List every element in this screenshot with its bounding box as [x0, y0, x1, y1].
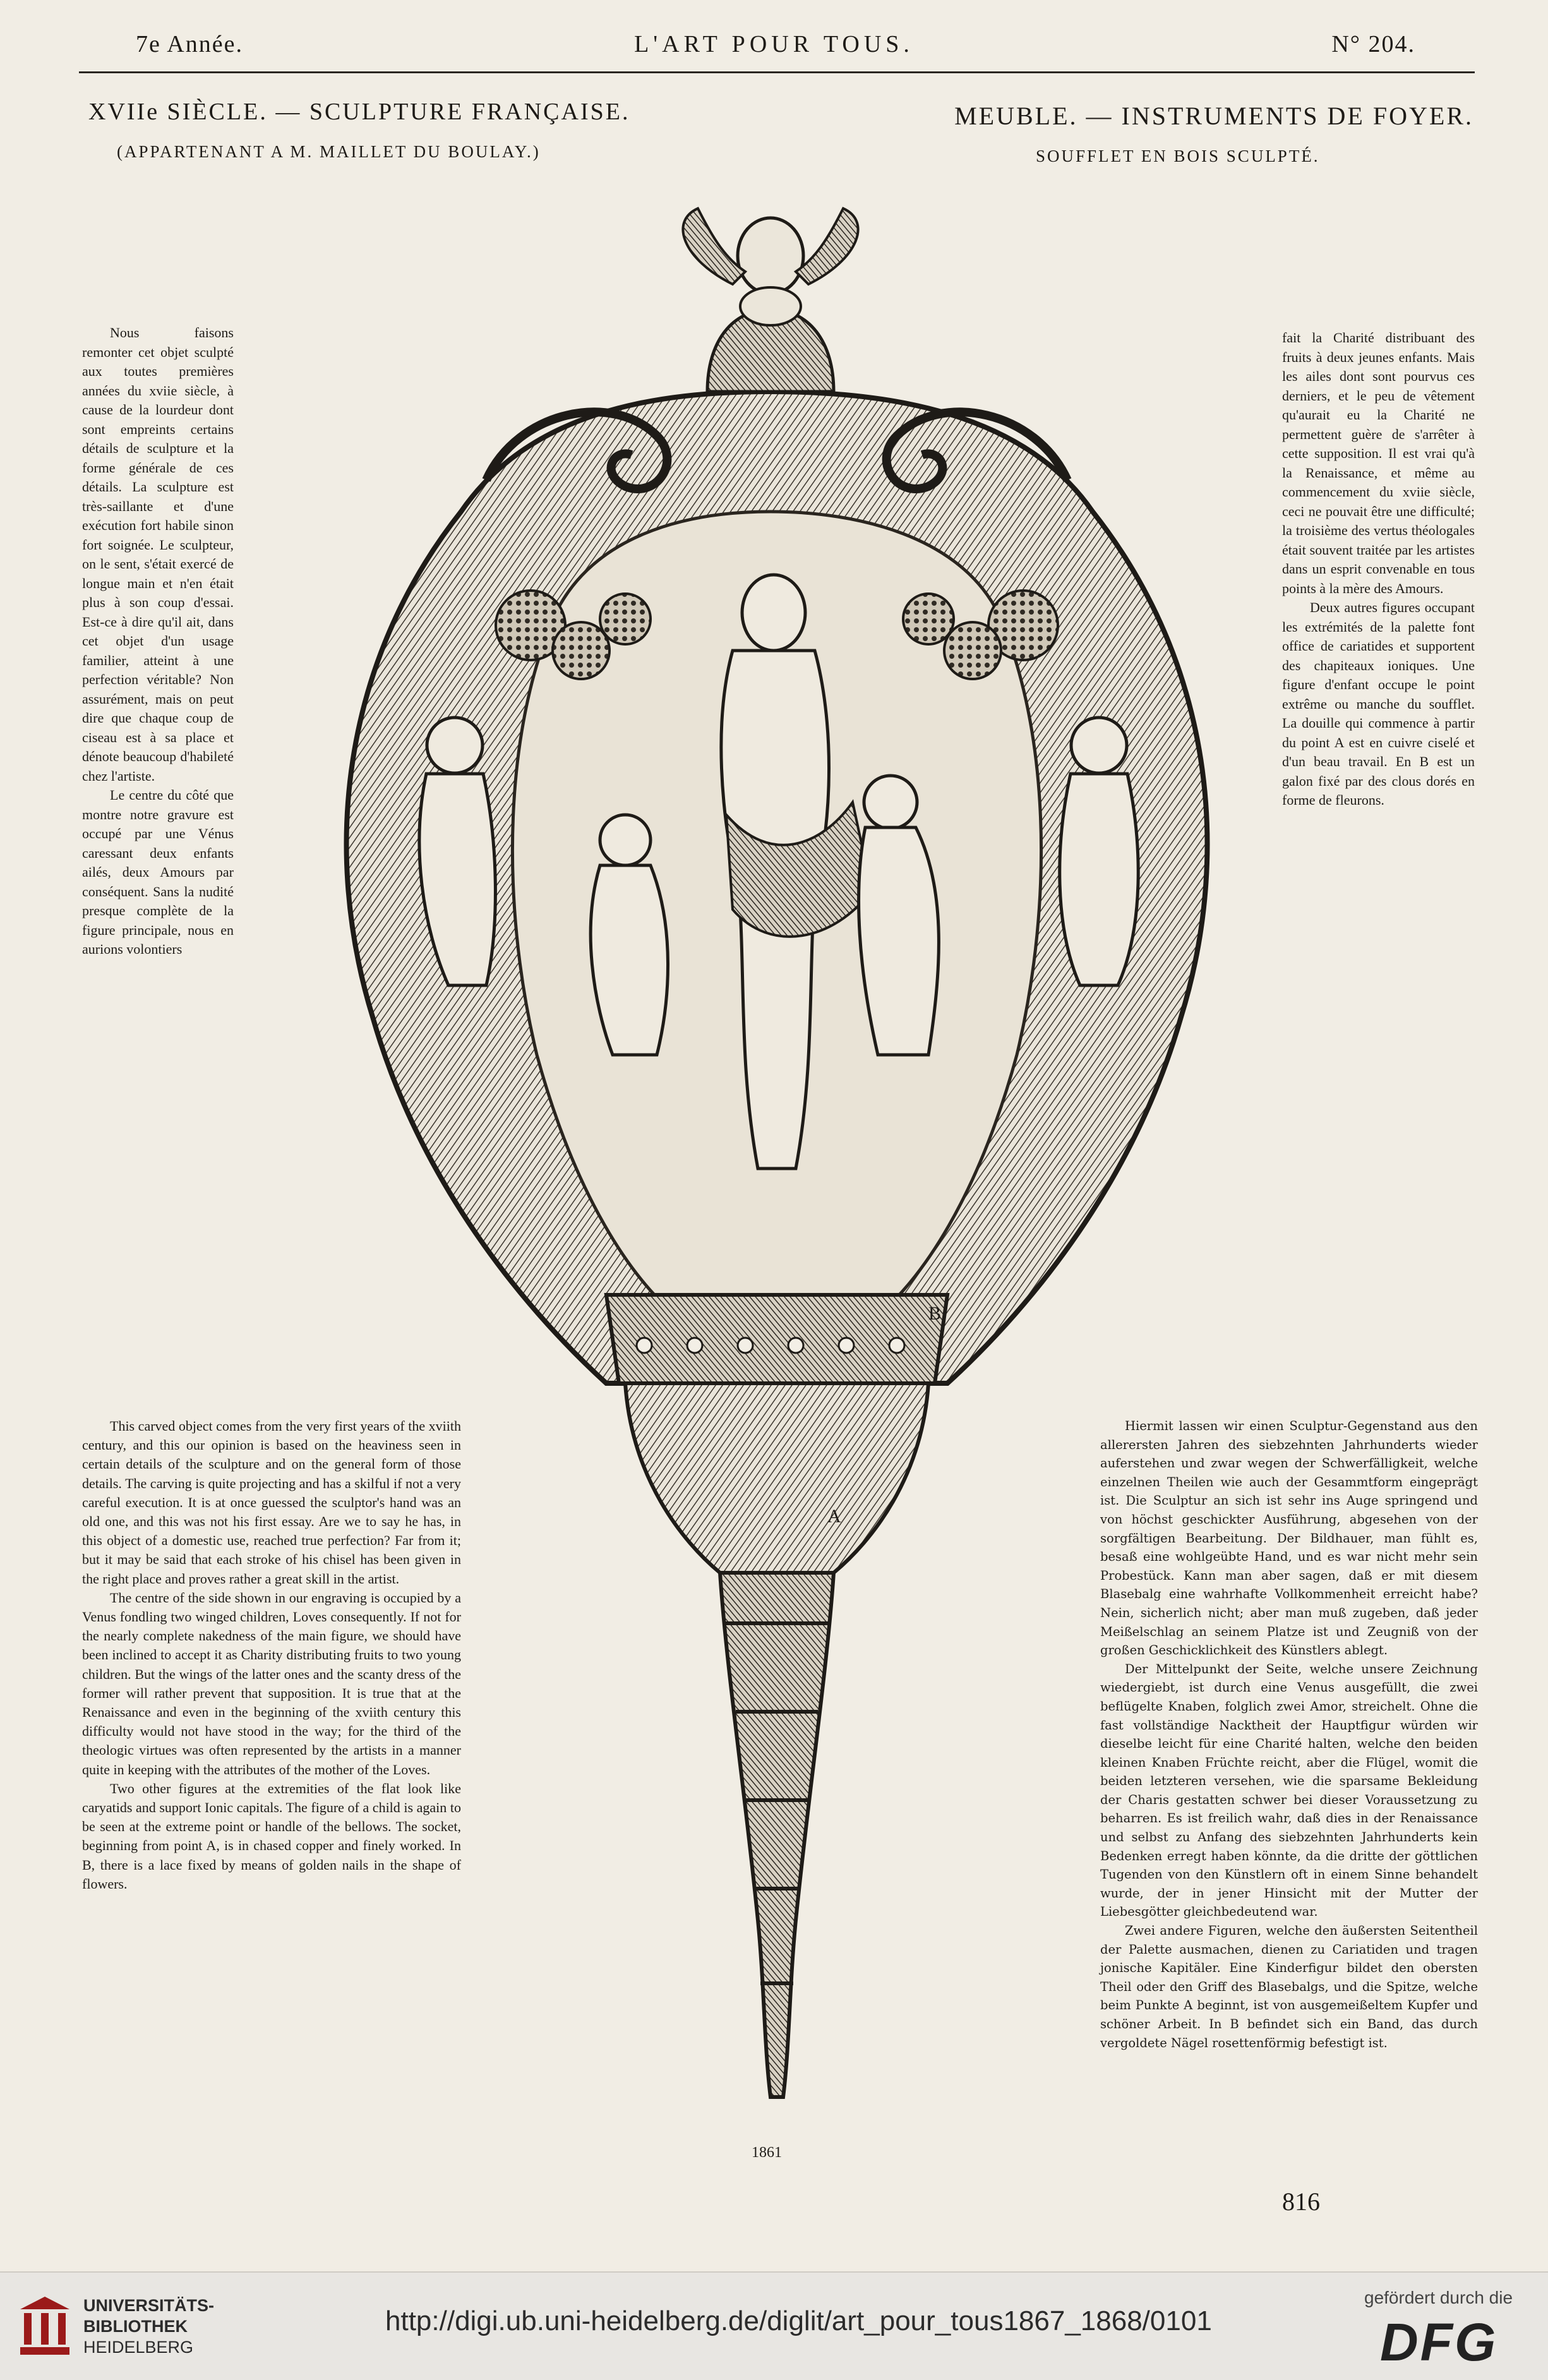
library-name-line: UNIVERSITÄTS- — [83, 2296, 215, 2315]
english-paragraph: The centre of the side shown in our engraving is occupied by a Venus fondling two winged children, Loves consequently. If not for the nearly complete nakedness of the main figure, we should have been inclined to accept it as Charity distributing fruits to two young children. But the wings of the latter ones and the scanty dress of the former will rather prevent that supposition. It is true that at the Renaissance and even in the beginning of the xviith century this difficulty would not have stood in the way; for the third of the theologic virtues was often represented by the artists in a manner quite in keeping with the attributes of the mother of the Loves. — [82, 1589, 461, 1777]
library-footer — [0, 2271, 1548, 2380]
cherub-finial — [683, 208, 858, 392]
library-name-line: BIBLIOTHEK — [83, 2317, 188, 2336]
sponsor-text: gefördert durch die — [1364, 2288, 1513, 2307]
library-name-line: HEIDELBERG — [83, 2338, 194, 2357]
french-right-paragraph: fait la Charité distribuant des fruits à deux jeunes enfants. Mais les ailes dont sont pourvus ces derniers, et le peu de vêtement qu'aurait eu la Charité ne permettent guère de s'arrêter à cette supposition. Il est vrai qu'à la Renaissance, et même au commencement du xviie siècle, ceci ne pouvait être une difficulté; la troisième des vertus théologales était souvent traitée par les artistes dans un esprit convenable en tous points à la mère des Amours. — [1282, 330, 1475, 596]
header-issue-number: N° 204. — [1331, 31, 1415, 57]
french-left-paragraph: Le centre du côté que montre notre gravure est occupé par une Vénus caressant deux enfants ailés, deux Amours par conséquent. Sans la nudité presque complète de la figure principale, nous en aurions volontiers — [82, 787, 234, 957]
french-right-paragraph: Deux autres figures occupant les extrémités de la palette font office de cariatides et supportent des chapiteaux ioniques. Une figure d'enfant occupe le point extrême ou manche du soufflet. La douille qui commence à partir du point A est en cuivre ciselé et d'un beau travail. En B est un galon fixé par des clous dorés en forme de fleurons. — [1282, 599, 1475, 808]
label-point-a: A — [827, 1506, 841, 1527]
french-text-left — [82, 323, 234, 959]
library-name — [83, 2295, 214, 2358]
dfg-logo: DFG — [1380, 2312, 1498, 2372]
german-paragraph: Hiermit lassen wir einen Sculptur-Gegenstand aus den allerersten Jahren des siebzehnten Jahrhunderts wieder auferstehen und zwar wegen der Schwerfälligkeit, welche einzelnen Theilen wie auch der Gesammtform eingeprägt ist. Die Sculptur an sich ist sehr ins Auge springend und von höchst geschickter Ausführung, abgesehen von der sorgfältigen Bearbeitung. Der Bildhauer, man fühlt es, besaß eine wohlgeübte Hand, und es war nicht mehr sein Probestück. Kann man aber sagen, daß er mit diesem Blasebalg eine wahrhafte Vollkommenheit erreicht habe? Nein, sicherlich nicht; aber man muß zugeben, daß jeder Meißelschlag an seinem Platze ist und Zeugniß von der großen Geschicklichkeit des Künstlers ablegt. — [1100, 1419, 1478, 1658]
left-section-title: XVIIe SIÈCLE. — SCULPTURE FRANÇAISE. — [88, 99, 630, 125]
plate-number: 1861 — [752, 2144, 782, 2161]
french-text-right — [1282, 328, 1475, 810]
english-paragraph: This carved object comes from the very first years of the xviith century, and this our opinion is based on the heaviness seen in certain details of the sculpture and on the general form of those details. The carving is quite projecting and has a skilful if not a very careful execution. It is at once guessed the sculptor's hand was an old one, and this was not his first essay. Are we to say he has, in this object of a domestic use, reached true perfection? Far from it; but it may be said that each stroke of his chisel has been given in the right place and proves rather a great skill in the artist. — [82, 1418, 461, 1587]
german-paragraph: Zwei andere Figuren, welche den äußersten Seitentheil der Palette ausmachen, dienen zu Cariatiden und tragen jonische Kapitäler. Eine Kinderfigur bildet den obersten Theil oder den Griff des Blasebalgs, und die Spitze, welche beim Punkte A beginnt, ist von ausgemeißeltem Kupfer und schöner Arbeit. In B befindet sich ein Band, das durch vergoldete Nägel rosettenförmig befestigt ist. — [1100, 1923, 1478, 2050]
label-point-b: B — [928, 1303, 942, 1324]
grotesque-mask — [625, 1383, 928, 1573]
copper-socket — [720, 1573, 834, 2097]
left-section-subtitle: (APPARTENANT A M. MAILLET DU BOULAY.) — [117, 142, 541, 161]
header-journal-title: L'ART POUR TOUS. — [634, 31, 914, 57]
page-number: 816 — [1282, 2187, 1320, 2216]
bellows-engraving — [328, 183, 1225, 2129]
header-rule — [79, 71, 1475, 73]
header-volume: 7e Année. — [136, 31, 243, 57]
french-left-paragraph: Nous faisons remonter cet objet sculpté aux toutes premières années du xviie siècle, à cause de la lourdeur dont sont empreints certains détails de sculpture et la forme générale de ces détails. La sculpture est très-saillante et d'une exécution fort habile sinon fort soignée. Le sculpteur, on le sent, s'était exercé de longue main et n'en était plus à son coup d'essai. Est-ce à dire qu'il ait, dans cet objet d'un usage familier, atteint à une perfection véritable? Non assurément, mais on peut dire que chaque coup de ciseau est à sa place et dénote beaucoup d'habileté chez l'artiste. — [82, 325, 234, 784]
english-paragraph: Two other figures at the extremities of the flat look like caryatids and support Ionic capitals. The figure of a child is again to be seen at the extreme point or handle of the bellows. The socket, beginning from point A, is in chased copper and finely worked. In B, there is a lace fixed by means of golden nails in the shape of flowers. — [82, 1780, 461, 1892]
university-library-icon — [19, 2295, 71, 2359]
source-url-link[interactable]: http://digi.ub.uni-heidelberg.de/diglit/art_pour_tous1867_1868/0101 — [385, 2305, 1212, 2336]
german-paragraph: Der Mittelpunkt der Seite, welche unsere Zeichnung wiedergiebt, ist durch eine Venus ausgefüllt, die zwei beflügelte Knaben, folglich zwei Amor, streichelt. Ohne die fast vollständige Nacktheit der Hauptfigur würden wir dieselbe leicht für eine Charité halten, welche den beiden kleinen Knaben Früchte reicht, aber die Flügel, womit die beiden letzteren versehen, wie die sparsame Bekleidung der Charis gestatten schwer bei dieser Voraussetzung zu beharren. Es ist freilich wahr, daß dies in der Renaissance und selbst zu Anfang des siebzehnten Jahrhunderts kein Bedenken erregt haben könnte, da die dritte der göttlichen Tugenden von den Künstlern oft in einem Sinne behandelt wurde, der in jener Hinsicht mit der Mutter der Liebesgötter gleichbedeutend war. — [1100, 1661, 1478, 1920]
right-section-subtitle: SOUFFLET EN BOIS SCULPTÉ. — [1036, 147, 1320, 165]
right-section-title: MEUBLE. — INSTRUMENTS DE FOYER. — [954, 102, 1473, 130]
